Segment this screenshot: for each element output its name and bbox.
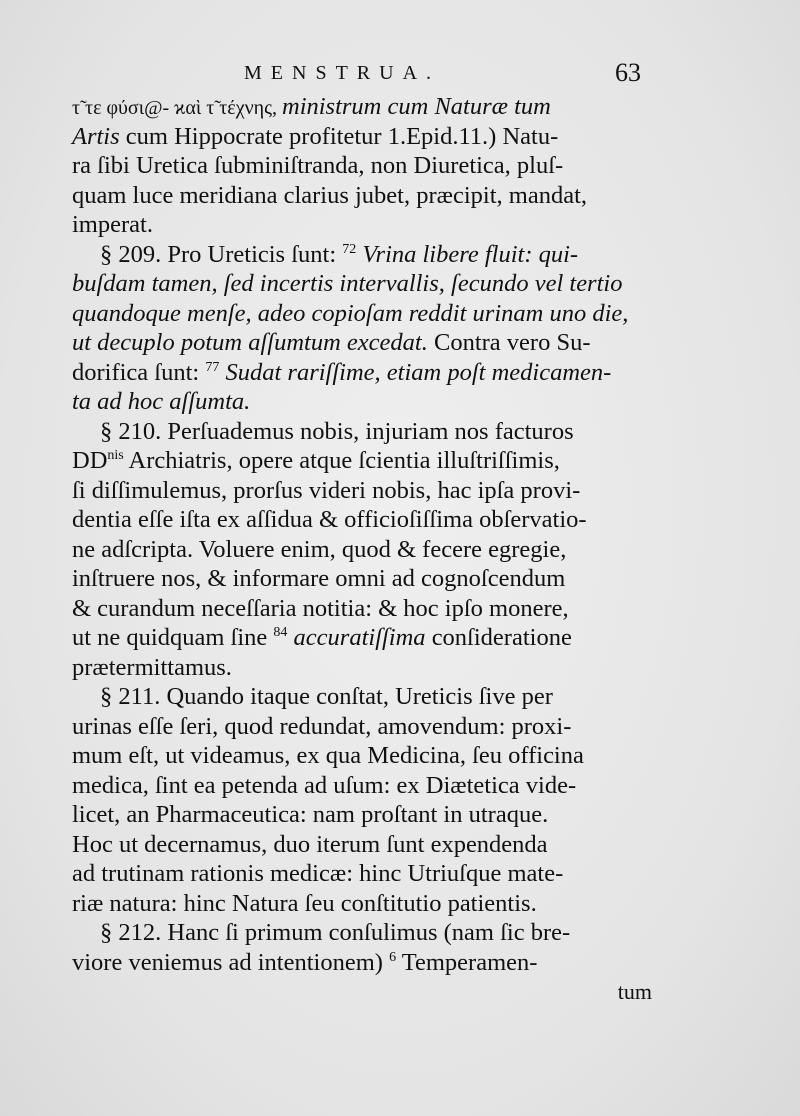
text-line	[72, 476, 652, 506]
text-segment: conſideratione	[425, 624, 572, 651]
text-segment: Artis	[72, 122, 120, 150]
text-segment: Hoc ut decernamus, duo iterum ſunt expendenda	[72, 830, 548, 858]
text-line	[72, 505, 652, 535]
text-segment: quandoque menſe, adeo copioſam reddit urinam uno die,	[72, 299, 629, 327]
text-segment: & curandum neceſſaria notitia: & hoc ipſo monere,	[72, 594, 569, 622]
text-line	[72, 741, 652, 771]
text-segment: urinas eſſe ſeri, quod redundat, amovendum: proxi-	[72, 712, 572, 740]
text-segment: inſtruere nos, & informare omni ad cognoſcendum	[72, 565, 566, 592]
text-segment: viore veniemus ad intentionem)	[72, 948, 390, 976]
text-segment: ut decuplo potum aſſumtum excedat.	[72, 329, 428, 356]
text-line	[72, 830, 652, 860]
text-segment: accuratiſſima	[287, 624, 426, 651]
text-segment: τ̃ τε φύσι@- ϰαὶ τ̃ τέχνης,	[72, 97, 282, 119]
text-segment: tum	[617, 979, 652, 1004]
text-segment: ſi diſſimulemus, prorſus videri nobis, hac ipſa provi-	[72, 476, 581, 504]
text-line	[72, 446, 652, 476]
text-segment: dorifica ſunt:	[72, 358, 206, 386]
text-line	[72, 299, 652, 329]
text-segment: Contra vero Su-	[427, 329, 591, 356]
text-segment: ta ad hoc aſſumta.	[72, 388, 251, 415]
footnote-marker: 6	[389, 949, 397, 965]
text-segment: cum Hippocrate profitetur 1.Epid.11.) Natu-	[119, 122, 559, 150]
text-segment: mum eſt, ut videamus, ex qua Medicina, ſeu officina	[72, 742, 584, 769]
text-line	[72, 623, 652, 653]
text-segment: dentia eſſe iſta ex aſſidua & officioſiſſima obſervatio-	[72, 506, 587, 533]
text-segment: imperat.	[72, 211, 153, 238]
footnote-marker: 77	[205, 359, 220, 375]
text-line	[72, 269, 652, 299]
text-line	[72, 682, 652, 712]
text-segment: quam luce meridiana clarius jubet, præcipit, mandat,	[72, 181, 588, 209]
text-segment: riæ natura: hinc Natura ſeu conſtitutio patientis.	[72, 889, 537, 917]
text-line	[72, 771, 652, 801]
text-line	[72, 948, 652, 978]
text-segment: medica, ſint ea petenda ad uſum: ex Diætetica vide-	[72, 771, 577, 799]
text-line	[72, 181, 652, 211]
text-line	[72, 92, 652, 122]
body-text	[72, 92, 652, 1007]
text-segment: ministrum cum Naturæ tum	[282, 93, 551, 120]
text-line	[72, 328, 652, 358]
text-line	[72, 653, 652, 683]
text-line	[72, 151, 652, 181]
text-line	[72, 387, 652, 417]
text-segment: ra ſibi Uretica ſubminiſtranda, non Diuretica, pluſ-	[72, 152, 564, 179]
text-segment: licet, an Pharmaceutica: nam proſtant in utraque.	[72, 801, 549, 828]
text-line	[72, 712, 652, 742]
text-line	[72, 859, 652, 889]
text-line	[72, 594, 652, 624]
footnote-marker: nis	[107, 447, 124, 463]
text-segment: Archiatris, opere atque ſcientia illuſtriſſimis,	[123, 447, 560, 474]
page-number: 63	[615, 58, 641, 87]
text-line	[72, 918, 652, 948]
text-line	[72, 535, 652, 565]
text-segment: ut ne quidquam ſine	[72, 624, 274, 651]
text-line	[72, 417, 652, 447]
text-line	[72, 358, 652, 388]
text-segment: prætermittamus.	[72, 653, 232, 681]
footnote-marker: 84	[273, 624, 288, 640]
text-line	[72, 240, 652, 270]
running-head: MENSTRUA.	[244, 62, 441, 84]
text-segment: § 210. Perſuademus nobis, injuriam nos facturos	[100, 417, 574, 445]
text-segment: Temperamen-	[396, 948, 538, 976]
text-segment: DD	[72, 447, 108, 474]
text-segment: § 209. Pro Ureticis ſunt:	[100, 240, 343, 268]
text-line	[72, 210, 652, 240]
text-segment: buſdam tamen, ſed incertis intervallis, ſecundo vel tertio	[72, 270, 623, 297]
text-segment: ne adſcripta. Voluere enim, quod & fecere egregie,	[72, 535, 567, 563]
text-segment: Sudat rariſſime, etiam poſt medicamen-	[219, 358, 612, 386]
footnote-marker: 72	[342, 241, 357, 257]
text-line	[72, 889, 652, 919]
text-segment: § 211. Quando itaque conſtat, Ureticis ſive per	[100, 683, 553, 710]
text-line	[72, 564, 652, 594]
text-line	[72, 122, 652, 152]
text-segment: ad trutinam rationis medicæ: hinc Utriuſque mate-	[72, 860, 564, 887]
catchword	[72, 977, 652, 1007]
text-line	[72, 800, 652, 830]
text-segment: Vrina libere fluit: qui-	[356, 240, 579, 268]
text-segment: § 212. Hanc ſi primum conſulimus (nam ſic bre-	[100, 919, 571, 946]
